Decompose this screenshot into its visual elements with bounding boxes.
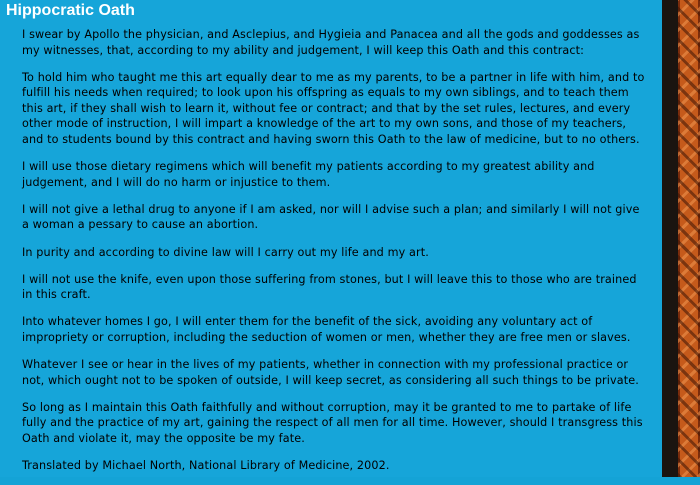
translation-credit: Translated by Michael North, National Library of Medicine, 2002. xyxy=(22,458,390,472)
page-title: Hippocratic Oath xyxy=(6,2,135,19)
oath-paragraph-3: I will use those dietary regimens which will benefit my patients according to my greatest ability and judgement, and I will do no harm or injustice to them. xyxy=(22,160,595,189)
oath-paragraph-8: Whatever I see or hear in the lives of my patients, whether in connection with my professional practice or not, which ought not to be spoken of outside, I will keep secret, as considering all such things to be private. xyxy=(22,358,639,387)
oath-text xyxy=(22,27,646,485)
oath-paragraph-1: I swear by Apollo the physician, and Asclepius, and Hygieia and Panacea and all the gods and goddesses as my witnesses, that, according to my ability and judgement, I will keep this Oath and this contract: xyxy=(22,28,640,57)
oath-paragraph-7: Into whatever homes I go, I will enter them for the benefit of the sick, avoiding any voluntary act of impropriety or corruption, including the seduction of women or men, whether they are free men or slaves. xyxy=(22,315,631,344)
oath-paragraph-2: To hold him who taught me this art equally dear to me as my parents, to be a partner in life with him, and to fulfill his needs when required; to look upon his offspring as equals to my own siblings, and to teach them this art, if they shall wish to learn it, without fee or contract; and that by the set rules, lectures, and every other mode of instruction, I will impart a knowledge of the art to my own sons, and those of my teachers, and to students bound by this contract and having sworn this Oath to the law of medicine, but to no others. xyxy=(22,70,645,147)
decorative-pattern-border xyxy=(678,0,700,477)
oath-paragraph-9: So long as I maintain this Oath faithfully and without corruption, may it be granted to me to partake of life fully and the practice of my art, gaining the respect of all men for all time. However, should I transgress this Oath and violate it, may the opposite be my fate. xyxy=(22,400,643,445)
oath-paragraph-5: In purity and according to divine law will I carry out my life and my art. xyxy=(22,245,429,259)
oath-paragraph-6: I will not use the knife, even upon those suffering from stones, but I will leave this to those who are trained in this craft. xyxy=(22,272,637,302)
oath-paragraph-4: I will not give a lethal drug to anyone if I am asked, nor will I advise such a plan; and similarly I will not give a woman a pessary to cause an abortion. xyxy=(22,202,640,232)
dark-divider xyxy=(662,0,678,477)
